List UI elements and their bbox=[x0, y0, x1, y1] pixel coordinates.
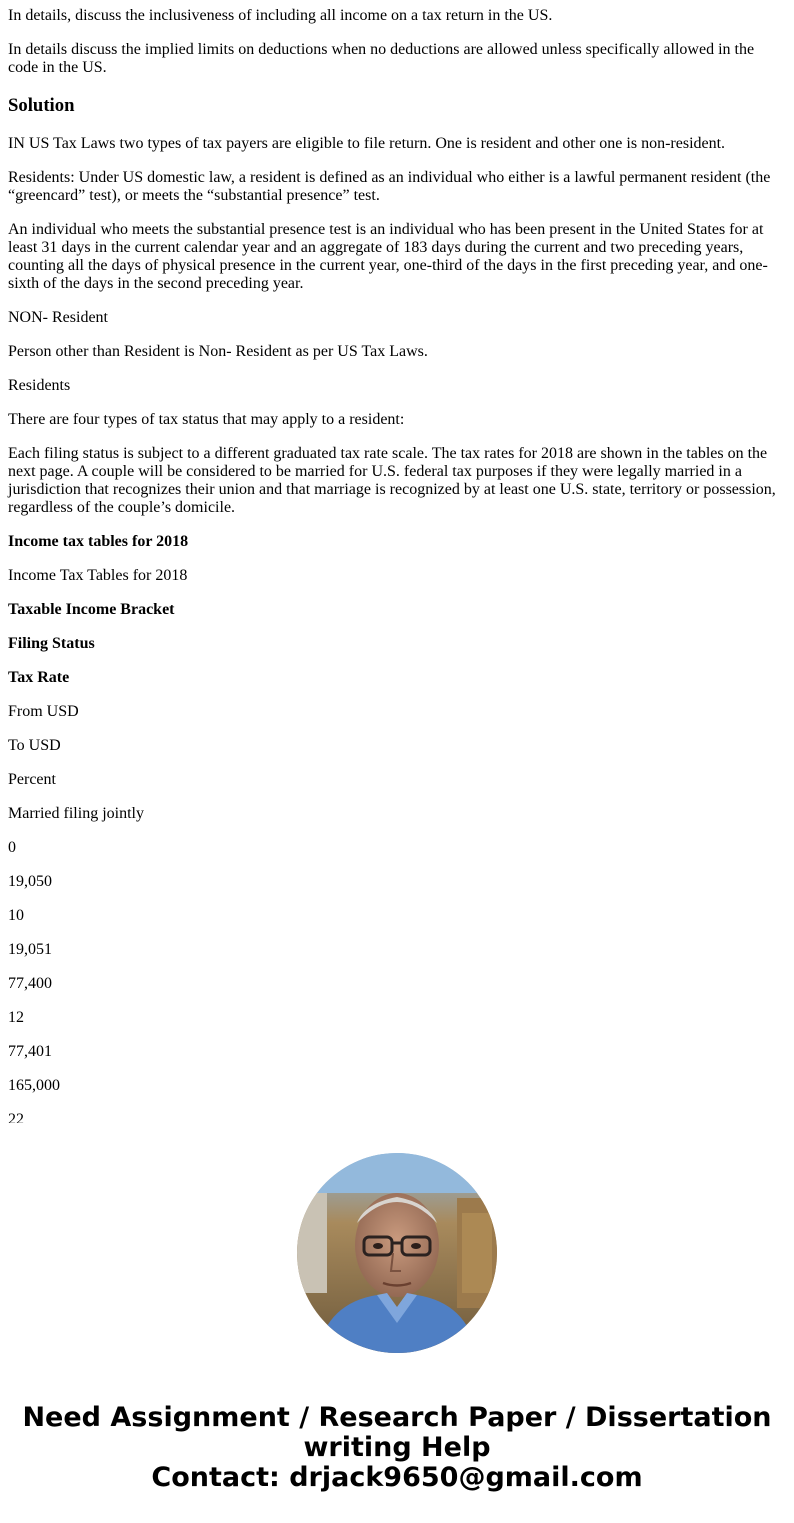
question-1: In details, discuss the inclusiveness of including all income on a tax return in the US. bbox=[8, 7, 553, 24]
filing-status-cell: Married filing jointly bbox=[8, 805, 144, 822]
column-subheader-to: To USD bbox=[8, 737, 61, 754]
table-cell-to: 77,400 bbox=[8, 975, 52, 992]
residents-heading: Residents bbox=[8, 377, 71, 394]
paragraph: Person other than Resident is Non- Resident as per US Tax Laws. bbox=[8, 343, 428, 360]
question-2: In details discuss the implied limits on deductions when no deductions are allowed unless specifically allowed in the code in the US. bbox=[8, 41, 755, 76]
tables-heading-bold: Income tax tables for 2018 bbox=[8, 533, 189, 550]
paragraph: IN US Tax Laws two types of tax payers are eligible to file return. One is resident and other one is non-resident. bbox=[8, 135, 726, 152]
column-header-status: Filing Status bbox=[8, 635, 95, 652]
paragraph: An individual who meets the substantial presence test is an individual who has been present in the United States for at least 31 days in the current calendar year and an aggregate of 183 days during the current and two preceding years, counting all the days of physical presence in the current year, one-third of the days in the first preceding year, and one-sixth of the days in the second preceding year. bbox=[8, 221, 768, 292]
non-resident-heading: NON- Resident bbox=[8, 309, 108, 326]
table-cell-from: 0 bbox=[8, 839, 16, 856]
tables-heading: Income Tax Tables for 2018 bbox=[8, 567, 188, 584]
column-header-bracket: Taxable Income Bracket bbox=[8, 601, 175, 618]
table-cell-to: 19,050 bbox=[8, 873, 52, 890]
paragraph: Each filing status is subject to a different graduated tax rate scale. The tax rates for 2018 are shown in the tables on the next page. A couple will be considered to be married for U.S. federal tax purposes if they were legally married in a jurisdiction that recognizes their union and that marriage is recognized by at least one U.S. state, territory or possession, regardless of the couple’s domicile. bbox=[8, 445, 776, 516]
column-header-rate: Tax Rate bbox=[8, 669, 70, 686]
solution-heading: Solution bbox=[8, 95, 75, 116]
paragraph: There are four types of tax status that may apply to a resident: bbox=[8, 411, 405, 428]
paragraph: Residents: Under US domestic law, a resident is defined as an individual who either is a lawful permanent resident (the “greencard” test), or meets the “substantial presence” test. bbox=[8, 169, 771, 204]
table-cell-from: 19,051 bbox=[8, 941, 52, 958]
table-cell-from: 77,401 bbox=[8, 1043, 52, 1060]
column-subheader-percent: Percent bbox=[8, 771, 56, 788]
column-subheader-from: From USD bbox=[8, 703, 79, 720]
contact-message bbox=[0, 1403, 794, 1493]
cta-line: writing Help bbox=[303, 1432, 491, 1463]
promo-banner bbox=[0, 1123, 794, 1523]
cta-line: Need Assignment / Research Paper / Dissertation bbox=[22, 1402, 772, 1433]
author-photo bbox=[297, 1153, 497, 1353]
table-cell-to: 165,000 bbox=[8, 1077, 60, 1094]
table-cell-rate: 22 bbox=[8, 1111, 24, 1123]
table-cell-rate: 12 bbox=[8, 1009, 24, 1026]
table-cell-rate: 10 bbox=[8, 907, 24, 924]
contact-email: Contact: drjack9650@gmail.com bbox=[151, 1462, 643, 1493]
